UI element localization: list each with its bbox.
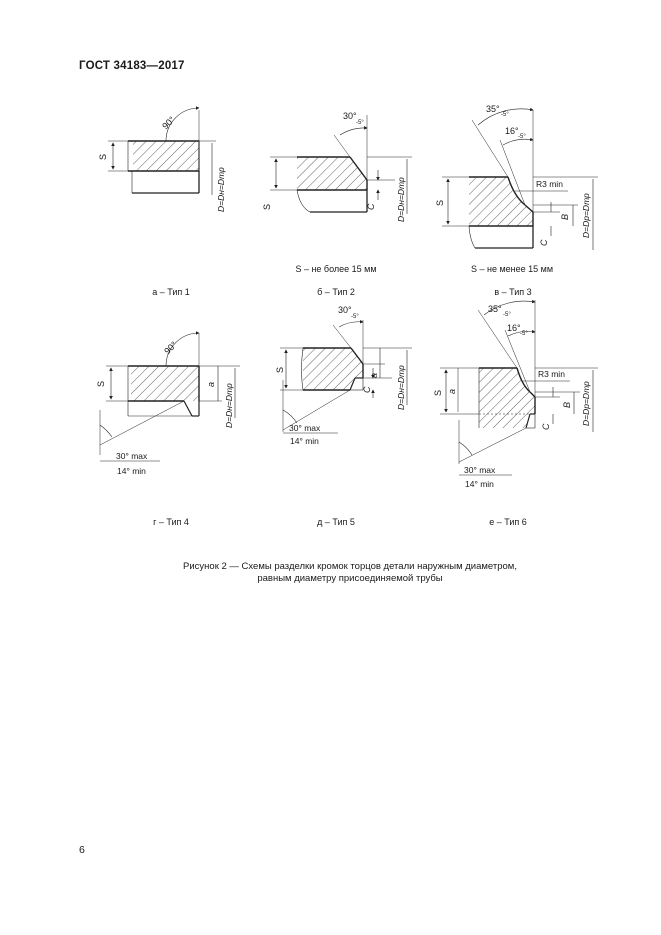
type4-dim-d: D=Dн=Dтр xyxy=(224,383,234,428)
type6-angle-16: 16° xyxy=(507,323,521,333)
type3-angle-35: 35° xyxy=(486,104,500,114)
type4-caption: г – Тип 4 xyxy=(153,517,189,527)
type1-dim-s: S xyxy=(98,153,108,160)
type3-dim-s: S xyxy=(435,199,445,206)
type2-dim-c: C xyxy=(366,203,376,210)
type2-dim-d: D=Dн=Dтр xyxy=(396,177,406,222)
type6-dim-d: D=Dр=Dтр xyxy=(581,381,591,426)
type5-angle-30: 30° xyxy=(338,305,352,315)
type2-note: S – не более 15 мм xyxy=(295,264,377,274)
type6-tol16: -5° xyxy=(520,331,528,337)
type2-angle-30: 30° xyxy=(343,111,357,121)
type4-angle-90: 90° xyxy=(162,339,179,357)
type5-tol: -5° xyxy=(351,314,359,320)
type3-dim-c: C xyxy=(539,239,549,246)
type2-drawing xyxy=(270,115,412,214)
type5-30max: 30° max xyxy=(289,423,321,433)
type5-dim-d: D=Dн=Dтр xyxy=(396,365,406,410)
type4-14min: 14° min xyxy=(117,466,146,476)
type1-dim-d: D=Dн=Dтр xyxy=(216,167,226,212)
type2-dim-s: S xyxy=(262,203,272,210)
figure-caption-line2: равным диаметру присоединяемой трубы xyxy=(257,573,443,584)
type6-dim-a: a xyxy=(447,388,457,394)
standard-header: ГОСТ 34183—2017 xyxy=(79,60,185,72)
type3-note: S – не менее 15 мм xyxy=(470,264,554,274)
type3-tol16: -5° xyxy=(518,134,526,140)
figure-caption-line1: Рисунок 2 — Схемы разделки кромок торцов детали наружным диаметром, xyxy=(183,561,517,572)
type3-r3min: R3 min xyxy=(536,179,563,189)
type3-caption: в – Тип 3 xyxy=(494,287,532,297)
type5-14min: 14° min xyxy=(290,436,319,446)
type5-dim-c: C xyxy=(362,386,372,393)
type6-angle-35: 35° xyxy=(488,304,502,314)
type6-dim-s: S xyxy=(433,389,443,396)
type6-dim-b: B xyxy=(562,401,572,408)
type1-angle-90: 90° xyxy=(160,114,177,132)
type5-drawing xyxy=(280,320,412,433)
type3-dim-b: B xyxy=(560,213,570,220)
type1-caption: а – Тип 1 xyxy=(152,287,190,297)
type5-caption: д – Тип 5 xyxy=(317,517,355,527)
type6-tol35: -5° xyxy=(503,312,511,318)
page-number: 6 xyxy=(79,844,85,856)
type6-30max: 30° max xyxy=(464,465,496,475)
type4-30max: 30° max xyxy=(116,451,148,461)
type2-caption: б – Тип 2 xyxy=(317,287,355,297)
type4-dim-a: a xyxy=(206,381,216,387)
type6-caption: е – Тип 6 xyxy=(489,517,527,527)
type2-tol: -5° xyxy=(356,120,364,126)
type6-dim-c: C xyxy=(541,423,551,430)
type5-dim-a: a xyxy=(369,372,379,378)
type5-dim-s: S xyxy=(275,366,285,373)
type3-dim-d: D=Dр=Dтр xyxy=(581,193,591,238)
figure-caption xyxy=(130,561,570,585)
type3-tol35: -5° xyxy=(501,112,509,118)
type6-r3min: R3 min xyxy=(538,369,565,379)
type6-14min: 14° min xyxy=(465,479,494,489)
type4-dim-s: S xyxy=(96,380,106,387)
type3-angle-16: 16° xyxy=(505,126,519,136)
type3-drawing xyxy=(442,109,598,250)
